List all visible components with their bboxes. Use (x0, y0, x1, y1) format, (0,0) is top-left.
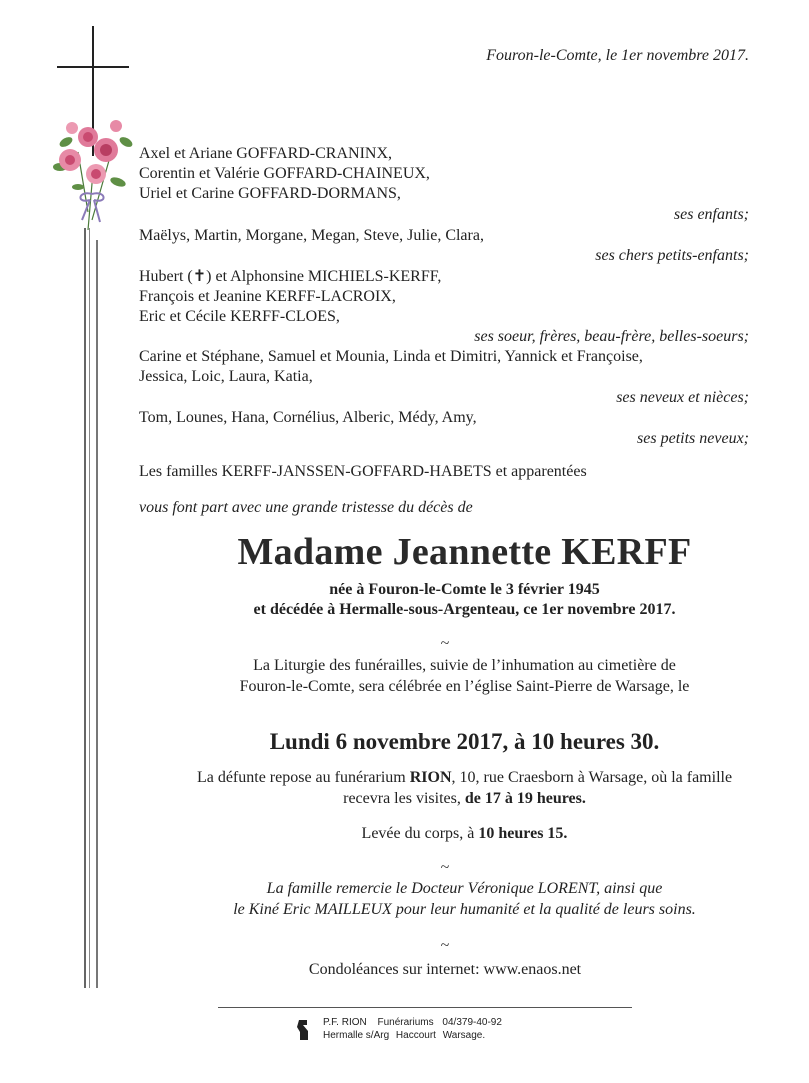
vertical-rule (84, 228, 86, 988)
visiting-hours: de 17 à 19 heures. (464, 790, 586, 807)
funeral-home-logo-icon (296, 1018, 312, 1042)
visitation-line (120, 768, 809, 788)
thanks-line: La famille remercie le Docteur Véronique LORENT, ainsi que (266, 880, 663, 897)
vertical-rule (89, 228, 90, 988)
separator: ~ (440, 859, 450, 876)
footer-location: Haccourt (395, 1030, 436, 1041)
place-date: Fouron-le-Comte, le 1er novembre 2017. (486, 47, 749, 64)
family-line: Corentin et Valérie GOFFARD-CHAINEUX, (139, 165, 430, 182)
visitation-line (120, 789, 809, 809)
footer-rule (218, 1007, 632, 1008)
footer-location: Warsage. (442, 1030, 486, 1041)
relation-label: ses soeur, frères, beau-frère, belles-soeurs; (474, 328, 749, 345)
relation-label: ses chers petits-enfants; (595, 247, 749, 264)
footer-company: P.F. RION (323, 1017, 367, 1028)
liturgy-line: La Liturgie des funérailles, suivie de l’inhumation au cimetière de (253, 657, 676, 674)
vertical-rule (96, 240, 98, 988)
relation-label: ses neveux et nièces; (616, 389, 749, 406)
relation-label: ses petits neveux; (637, 430, 749, 447)
family-line: Eric et Cécile KERFF-CLOES, (139, 308, 340, 325)
thanks-line: le Kiné Eric MAILLEUX pour leur humanité et la qualité de leurs soins. (233, 901, 696, 918)
service-date: Lundi 6 novembre 2017, à 10 heures 30. (269, 729, 660, 754)
visitation-text: , 10, rue Craesborn à Warsage, où la famille (451, 769, 733, 786)
liturgy-line: Fouron-le-Comte, sera célébrée en l’église Saint-Pierre de Warsage, le (239, 678, 690, 695)
family-line: Hubert (✝) et Alphonsine MICHIELS-KERFF, (139, 268, 442, 285)
separator: ~ (440, 635, 450, 652)
cross-icon-bar (57, 66, 129, 68)
roses-bouquet-icon (48, 112, 138, 237)
visitation-text: recevra les visites, (343, 790, 465, 807)
levee-line (120, 824, 809, 844)
family-line: Maëlys, Martin, Morgane, Megan, Steve, Julie, Clara, (139, 227, 484, 244)
levee-text: Levée du corps, à (361, 825, 479, 842)
separator: ~ (440, 937, 450, 954)
footer-phone: 04/379-40-92 (442, 1017, 502, 1028)
family-line: Uriel et Carine GOFFARD-DORMANS, (139, 185, 401, 202)
footer-text (323, 1016, 502, 1042)
funeral-home-name: RION (409, 769, 452, 786)
relation-label: ses enfants; (673, 206, 749, 223)
visitation-text: La défunte repose au funérarium (196, 769, 410, 786)
family-line: Tom, Lounes, Hana, Cornélius, Alberic, Médy, Amy, (139, 409, 477, 426)
levee-time: 10 heures 15. (478, 825, 568, 842)
footer-location: Hermalle s/Arg (323, 1030, 390, 1041)
family-line: François et Jeanine KERFF-LACROIX, (139, 288, 396, 305)
death-line: et décédée à Hermalle-sous-Argenteau, ce 1er novembre 2017. (253, 601, 676, 618)
footer-service: Funérariums (377, 1017, 434, 1028)
family-line: Axel et Ariane GOFFARD-CRANINX, (139, 145, 393, 162)
family-line: Carine et Stéphane, Samuel et Mounia, Linda et Dimitri, Yannick et Françoise, (139, 348, 643, 365)
deceased-name: Madame Jeannette KERFF (237, 531, 692, 573)
families-line: Les familles KERFF-JANSSEN-GOFFARD-HABETS et apparentées (139, 463, 587, 480)
announcement: vous font part avec une grande tristesse du décès de (139, 499, 473, 516)
family-line: Jessica, Loic, Laura, Katia, (139, 368, 313, 385)
condolences-line: Condoléances sur internet: www.enaos.net (308, 961, 582, 978)
birth-line: née à Fouron-le-Comte le 3 février 1945 (329, 581, 600, 598)
